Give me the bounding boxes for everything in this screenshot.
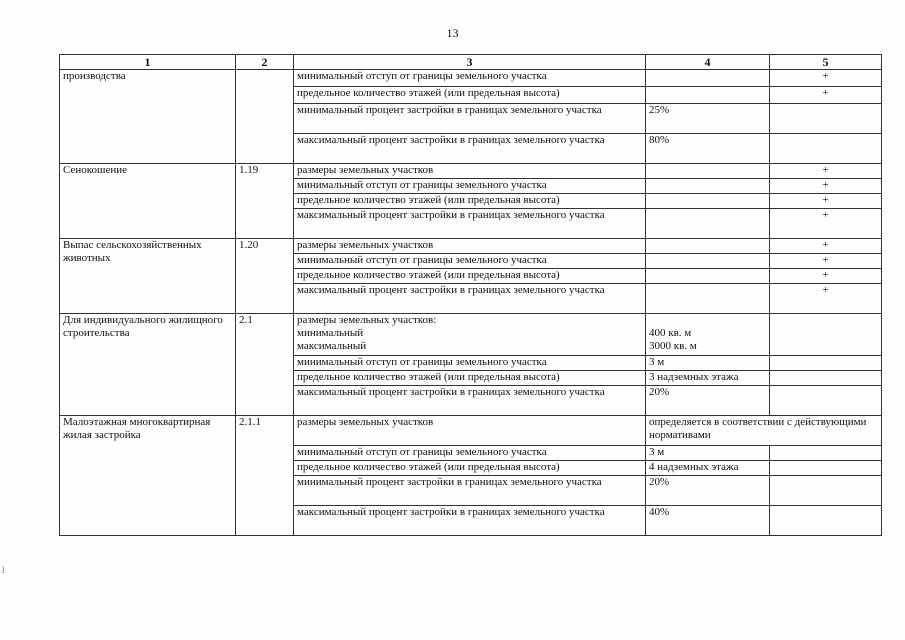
land-use-name: производства — [60, 70, 236, 164]
parameter-cell: предельное количество этажей (или предельная высота) — [294, 87, 646, 104]
table-row — [60, 70, 882, 87]
value-cell: определяется в соответствии с действующими нормативами — [646, 416, 882, 446]
regulations-table — [59, 54, 882, 536]
value-cell: 80% — [646, 134, 770, 164]
mark-cell: + — [770, 254, 882, 269]
parameter-cell: максимальный процент застройки в границах земельного участка — [294, 506, 646, 536]
parameter-cell: максимальный процент застройки в границах земельного участка — [294, 209, 646, 239]
land-use-code: 1.20 — [236, 239, 294, 314]
parameter-cell: минимальный процент застройки в границах земельного участка — [294, 476, 646, 506]
value-cell: 3 м — [646, 446, 770, 461]
parameter-cell: максимальный процент застройки в границах земельного участка — [294, 134, 646, 164]
value-cell — [646, 209, 770, 239]
value-cell: 20% — [646, 476, 770, 506]
parameter-cell: минимальный отступ от границы земельного участка — [294, 70, 646, 87]
parameter-cell: предельное количество этажей (или предельная высота) — [294, 269, 646, 284]
parameter-cell: размеры земельных участков — [294, 416, 646, 446]
value-cell: 20% — [646, 386, 770, 416]
parameter-cell: максимальный процент застройки в границах земельного участка — [294, 284, 646, 314]
value-cell: 3 м — [646, 356, 770, 371]
mark-cell — [770, 314, 882, 356]
mark-cell — [770, 461, 882, 476]
value-cell — [646, 179, 770, 194]
value-cell — [646, 284, 770, 314]
mark-cell: + — [770, 209, 882, 239]
column-header-3: 3 — [294, 55, 646, 70]
value-cell — [646, 269, 770, 284]
value-cell — [646, 194, 770, 209]
value-cell: 400 кв. м 3000 кв. м — [646, 314, 770, 356]
land-use-code: 1.19 — [236, 164, 294, 239]
value-cell: 25% — [646, 104, 770, 134]
table-row — [60, 164, 882, 179]
land-use-name: Малоэтажная многоквартирная жилая застройка — [60, 416, 236, 536]
mark-cell — [770, 356, 882, 371]
mark-cell — [770, 386, 882, 416]
land-use-name: Выпас сельскохозяйственных животных — [60, 239, 236, 314]
column-header-5: 5 — [770, 55, 882, 70]
page-number: 13 — [446, 26, 459, 40]
column-header-1: 1 — [60, 55, 236, 70]
value-cell — [646, 239, 770, 254]
parameter-cell: максимальный процент застройки в границах земельного участка — [294, 386, 646, 416]
value-cell: 3 надземных этажа — [646, 371, 770, 386]
column-header-4: 4 — [646, 55, 770, 70]
parameter-cell: минимальный отступ от границы земельного участка — [294, 356, 646, 371]
mark-cell — [770, 134, 882, 164]
mark-cell: + — [770, 87, 882, 104]
header-row — [60, 55, 882, 70]
parameter-cell: минимальный отступ от границы земельного участка — [294, 446, 646, 461]
parameter-cell: размеры земельных участков: минимальный максимальный — [294, 314, 646, 356]
land-use-name: Для индивидуального жилищного строительства — [60, 314, 236, 416]
table-row — [60, 239, 882, 254]
mark-cell — [770, 104, 882, 134]
mark-cell — [770, 476, 882, 506]
value-cell — [646, 254, 770, 269]
land-use-code: 2.1 — [236, 314, 294, 416]
parameter-cell: предельное количество этажей (или предельная высота) — [294, 371, 646, 386]
value-cell: 4 надземных этажа — [646, 461, 770, 476]
parameter-cell: предельное количество этажей (или предельная высота) — [294, 194, 646, 209]
mark-cell: + — [770, 239, 882, 254]
mark-cell: + — [770, 194, 882, 209]
scan-margin-mark: ⁞ — [2, 565, 5, 575]
parameter-cell: минимальный процент застройки в границах земельного участка — [294, 104, 646, 134]
land-use-code: 2.1.1 — [236, 416, 294, 536]
mark-cell — [770, 371, 882, 386]
mark-cell: + — [770, 269, 882, 284]
parameter-cell: размеры земельных участков — [294, 164, 646, 179]
mark-cell: + — [770, 284, 882, 314]
mark-cell: + — [770, 179, 882, 194]
mark-cell: + — [770, 164, 882, 179]
value-cell — [646, 87, 770, 104]
parameter-cell: предельное количество этажей (или предельная высота) — [294, 461, 646, 476]
value-cell — [646, 164, 770, 179]
value-cell — [646, 70, 770, 87]
value-cell: 40% — [646, 506, 770, 536]
mark-cell — [770, 506, 882, 536]
parameter-cell: размеры земельных участков — [294, 239, 646, 254]
mark-cell: + — [770, 70, 882, 87]
table-row — [60, 314, 882, 356]
land-use-name: Сенокошение — [60, 164, 236, 239]
column-header-2: 2 — [236, 55, 294, 70]
parameter-cell: минимальный отступ от границы земельного участка — [294, 254, 646, 269]
parameter-cell: минимальный отступ от границы земельного участка — [294, 179, 646, 194]
mark-cell — [770, 446, 882, 461]
land-use-code — [236, 70, 294, 164]
table-row — [60, 416, 882, 446]
